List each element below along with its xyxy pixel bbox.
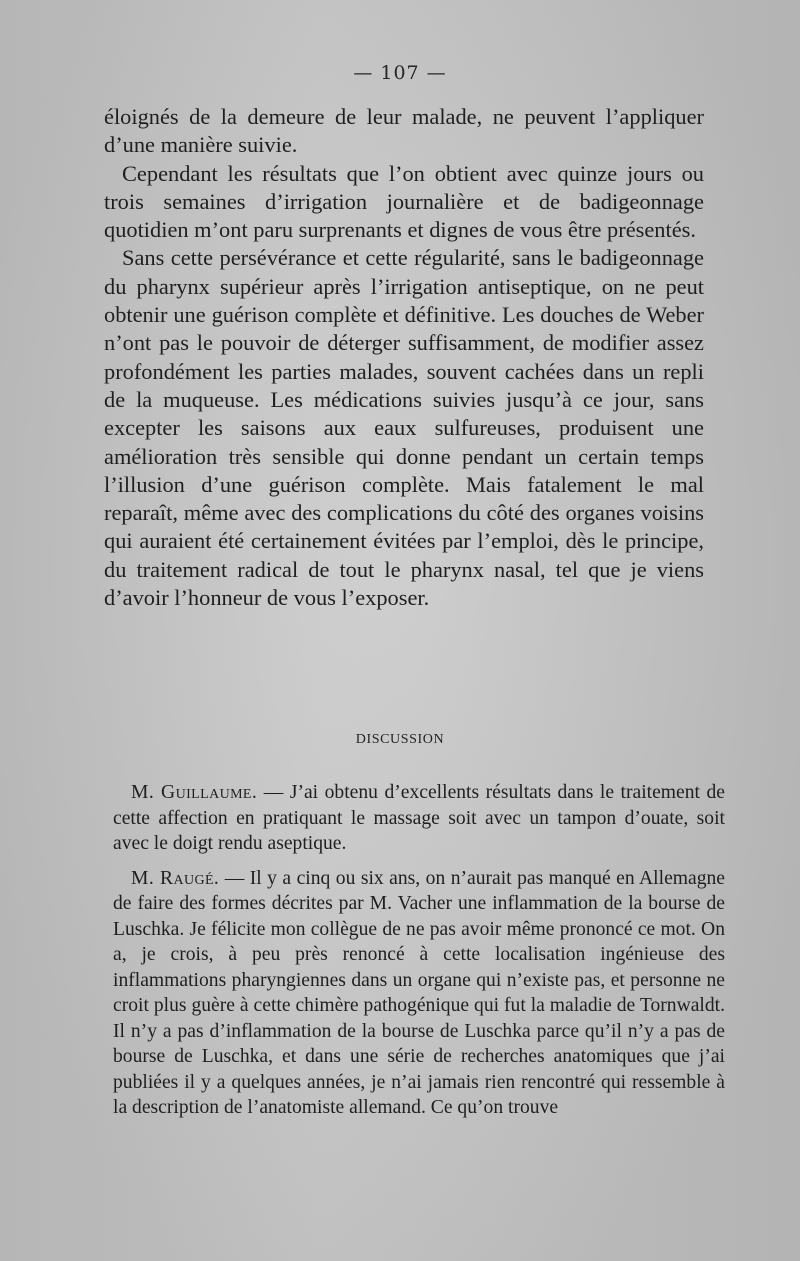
paragraph: Sans cette persévérance et cette régularité, sans le badigeonnage du pharynx supérieur après l’irrigation antiseptique, on ne peut obtenir une guérison complète et définitive. Les douches de Weber n’ont pas le pouvoir de déterger suffisamment, de modifier assez profondément les parties malades, souvent cachées dans un repli de la muqueuse. Les médications suivies jusqu’à ce jour, sans excepter les saisons aux eaux sulfureuses, produisent une amélioration très sensible qui donne pendant un certain temps l’illusion d’une guérison complète. Mais fatalement le mal reparaît, même avec des complications du côté des organes voisins qui auraient été certainement évitées par l’emploi, dès le principe, du traitement radical de tout le pharynx nasal, tel que je viens d’avoir l’honneur de vous l’exposer. bbox=[104, 245, 704, 611]
speaker-name: M. Guillaume. bbox=[131, 782, 258, 803]
section-heading: DISCUSSION bbox=[355, 732, 445, 747]
paragraph: Cependant les résultats que l’on obtient avec quinze jours ou trois semaines d’irrigation journalière et de badigeonnage quotidien m’ont paru surprenants et dignes de vous être présentés. bbox=[104, 160, 704, 243]
paragraph: éloignés de la demeure de leur malade, ne peuvent l’appliquer d’une manière suivie. bbox=[104, 104, 704, 158]
speaker-name: M. Raugé. bbox=[131, 867, 220, 889]
main-text bbox=[104, 103, 704, 612]
speaker-remark: — J’ai obtenu d’excellents résultats dans le traitement de cette affection en pratiquant le massage soit avec un tampon d’ouate, soit avec le doigt rendu aseptique. bbox=[113, 782, 725, 854]
speaker-remark: — Il y a cinq ou six ans, on n’aurait pas manqué en Allemagne de faire des formes décrites par M. Vacher une inflammation de la bourse de Luschka. Je félicite mon collègue de ne pas avoir même prononcé ce mot. On a, je crois, à peu près renoncé à cette localisation ingénieuse des inflammations pharyngiennes dans un organe qui n’existe pas, et personne ne croit plus guère à cette chimère pathogénique qui fut la maladie de Tornwaldt. Il n’y a pas d’inflammation de la bourse de Luschka parce qu’il n’y a pas de bourse de Luschka, et dans une série de recherches anatomiques que j’ai publiées il y a quelques années, je n’ai jamais rien rencontré qui ressemble à la description de l’anatomiste allemand. Ce qu’on trouve bbox=[113, 867, 725, 1118]
discussion-entry bbox=[113, 780, 725, 857]
page-number: — 107 — bbox=[353, 62, 447, 84]
discussion-entry bbox=[113, 866, 725, 1121]
discussion-section bbox=[113, 780, 725, 1130]
